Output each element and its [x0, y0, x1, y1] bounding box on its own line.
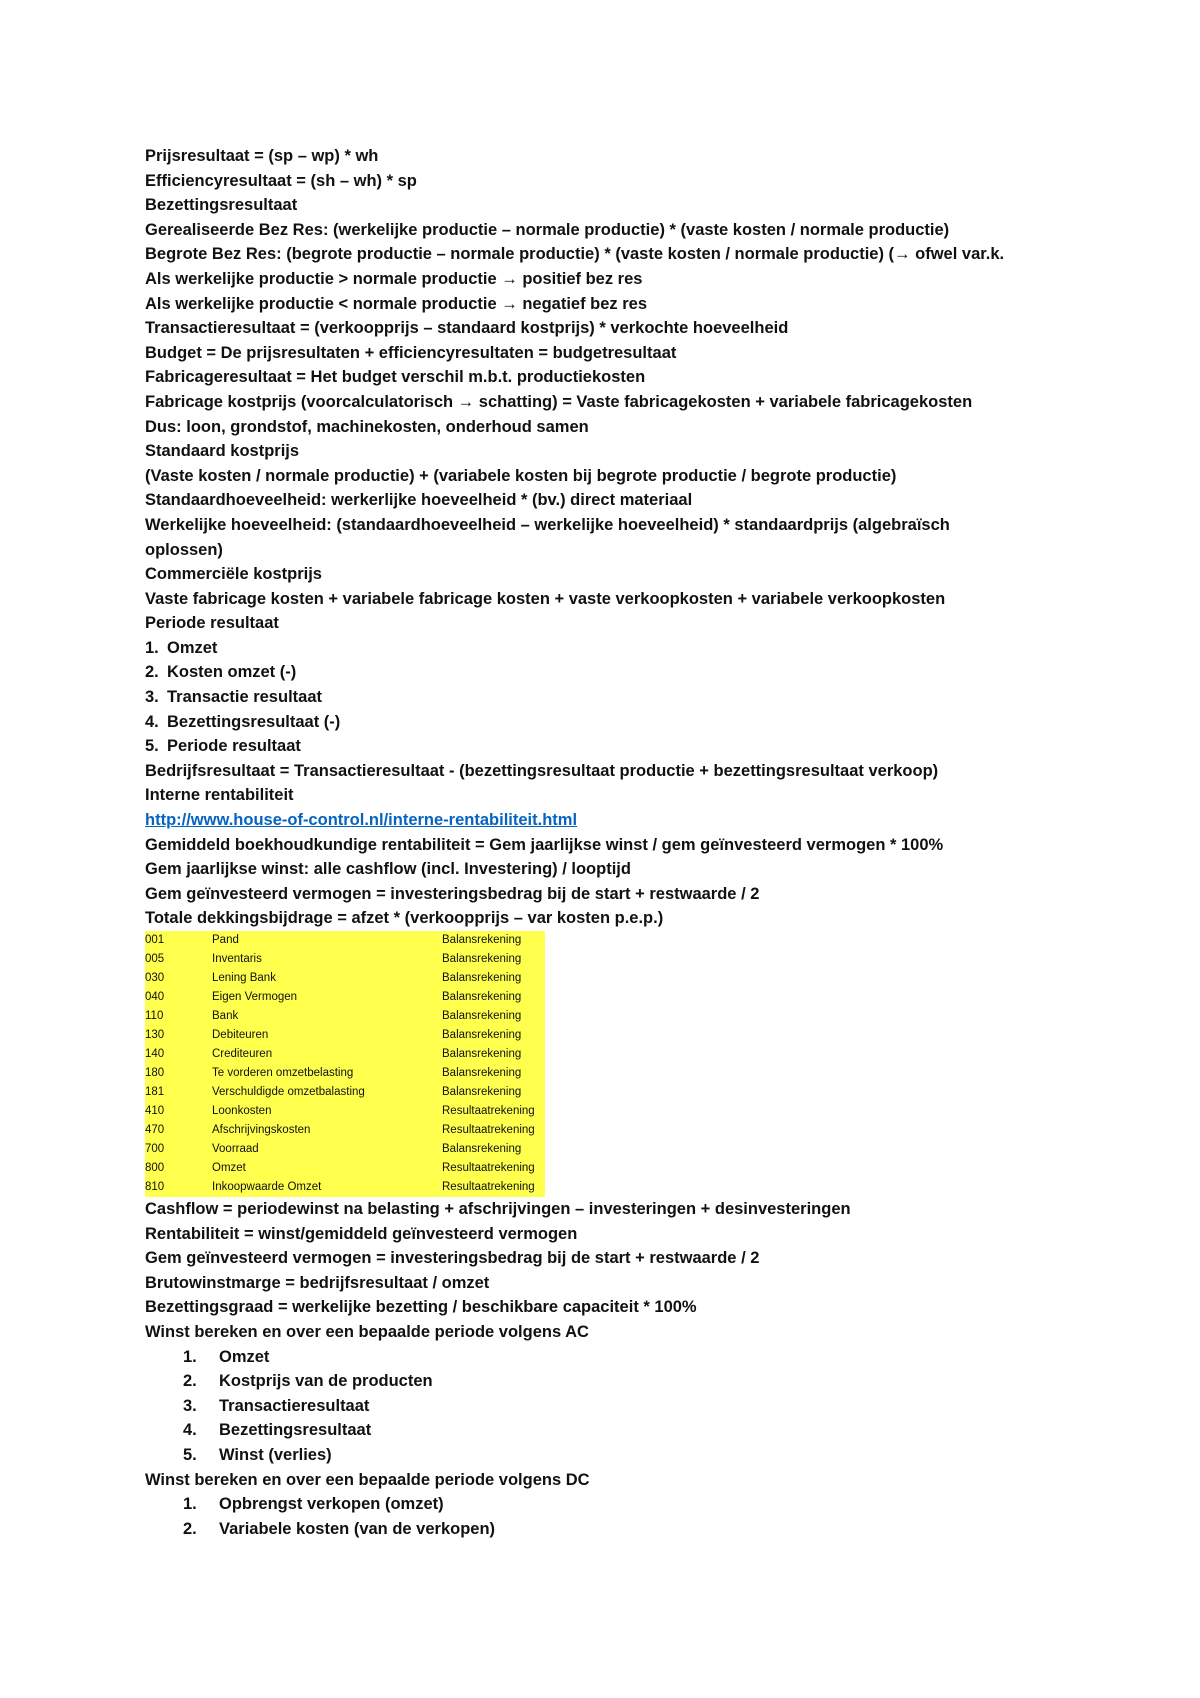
text-line: Dus: loon, grondstof, machinekosten, onderhoud samen — [145, 417, 589, 436]
text-line: Winst bereken en over een bepaalde periode volgens AC — [145, 1322, 589, 1341]
account-name: Lening Bank — [212, 972, 276, 984]
account-name: Crediteuren — [212, 1048, 273, 1060]
account-code: 140 — [145, 1048, 165, 1060]
account-code: 181 — [145, 1086, 165, 1098]
list-item — [145, 710, 1065, 735]
list-text: Bezettingsresultaat (-) — [167, 712, 341, 731]
list-item — [183, 1369, 1065, 1394]
account-code: 470 — [145, 1124, 165, 1136]
account-name: Bank — [212, 1010, 239, 1022]
interne-rentabiliteit-link[interactable]: http://www.house-of-control.nl/interne-rentabiliteit.html — [145, 811, 578, 830]
account-code: 130 — [145, 1029, 165, 1041]
list-text: Transactie resultaat — [167, 688, 322, 707]
text-line: Gem geïnvesteerd vermogen = investeringsbedrag bij de start + restwaarde / 2 — [145, 1249, 760, 1268]
list-number: 2. — [145, 663, 159, 682]
text-line: Efficiencyresultaat = (sh – wh) * sp — [145, 171, 417, 190]
text-line: Gem geïnvesteerd vermogen = investeringsbedrag bij de start + restwaarde / 2 — [145, 884, 760, 903]
table-row — [145, 1026, 545, 1045]
text-line: Begrote Bez Res: (begrote productie – normale productie) * (vaste kosten / normale productie) (→ ofwel var.k. — [145, 245, 1005, 264]
account-code: 040 — [145, 991, 165, 1003]
list-text: Periode resultaat — [167, 737, 301, 756]
list-number: 5. — [183, 1445, 197, 1464]
text-line: Werkelijke hoeveelheid: (standaardhoeveelheid – werkelijke hoeveelheid) * standaardprijs (algebraïsch — [145, 515, 950, 534]
periode-resultaat-list — [145, 636, 1065, 759]
account-name: Omzet — [212, 1162, 246, 1174]
account-type: Balansrekening — [442, 953, 522, 965]
table-row — [145, 969, 545, 988]
list-text: Bezettingsresultaat — [219, 1421, 372, 1440]
list-number: 4. — [183, 1421, 197, 1440]
text-line: Bezettingsresultaat — [145, 196, 298, 215]
list-text: Omzet — [219, 1347, 270, 1366]
text-line: Vaste fabricage kosten + variabele fabricage kosten + vaste verkoopkosten + variabele verkoopkosten — [145, 589, 946, 608]
list-item — [183, 1492, 1065, 1517]
list-number: 4. — [145, 712, 159, 731]
account-name: Te vorderen omzetbelasting — [212, 1067, 354, 1079]
text-line: Commerciële kostprijs — [145, 565, 322, 584]
list-number: 5. — [145, 737, 159, 756]
account-code: 001 — [145, 934, 165, 946]
text-line: (Vaste kosten / normale productie) + (variabele kosten bij begrote productie / begrote productie) — [145, 466, 897, 485]
table-row — [145, 1159, 545, 1178]
list-number: 1. — [183, 1495, 197, 1514]
account-name: Loonkosten — [212, 1105, 272, 1117]
text-line: Bedrijfsresultaat = Transactieresultaat - (bezettingsresultaat productie + bezettingsresultaat verkoop) — [145, 761, 939, 780]
account-name: Debiteuren — [212, 1029, 269, 1041]
list-item — [183, 1443, 1065, 1468]
list-item — [145, 660, 1065, 685]
list-item — [145, 685, 1065, 710]
table-row — [145, 1064, 545, 1083]
table-row — [145, 950, 545, 969]
account-name: Inkoopwaarde Omzet — [212, 1181, 322, 1193]
list-number: 1. — [145, 638, 159, 657]
formula-block-mid2 — [145, 833, 1065, 931]
table-row — [145, 1178, 545, 1197]
text-line: Fabricage kostprijs (voorcalculatorisch → schatting) = Vaste fabricagekosten + variabele fabricagekosten — [145, 392, 973, 411]
text-line: Brutowinstmarge = bedrijfsresultaat / omzet — [145, 1273, 490, 1292]
text-line: Als werkelijke productie < normale productie → negatief bez res — [145, 294, 648, 313]
account-name: Verschuldigde omzetbalasting — [212, 1086, 365, 1098]
account-type: Balansrekening — [442, 1048, 522, 1060]
account-type: Resultaatrekening — [442, 1105, 535, 1117]
account-code: 410 — [145, 1105, 165, 1117]
account-type: Balansrekening — [442, 972, 522, 984]
account-name: Inventaris — [212, 953, 262, 965]
list-item — [183, 1345, 1065, 1370]
account-type: Resultaatrekening — [442, 1181, 535, 1193]
list-text: Omzet — [167, 638, 218, 657]
list-text: Variabele kosten (van de verkopen) — [219, 1519, 496, 1538]
text-line: Transactieresultaat = (verkoopprijs – standaard kostprijs) * verkochte hoeveelheid — [145, 319, 789, 338]
text-line: Als werkelijke productie > normale productie → positief bez res — [145, 269, 643, 288]
account-name: Voorraad — [212, 1143, 259, 1155]
ac-winst-list — [145, 1345, 1065, 1468]
account-code: 810 — [145, 1181, 165, 1193]
list-text: Opbrengst verkopen (omzet) — [219, 1495, 444, 1514]
list-text: Kostprijs van de producten — [219, 1372, 433, 1391]
dc-winst-list — [145, 1492, 1065, 1541]
list-number: 2. — [183, 1519, 197, 1538]
formula-block-bottom — [145, 1197, 1065, 1345]
list-item — [145, 734, 1065, 759]
table-row — [145, 931, 545, 950]
account-type: Resultaatrekening — [442, 1162, 535, 1174]
account-code: 005 — [145, 953, 165, 965]
account-code: 180 — [145, 1067, 165, 1079]
table-row — [145, 988, 545, 1007]
text-line: Totale dekkingsbijdrage = afzet * (verkoopprijs – var kosten p.e.p.) — [145, 909, 664, 928]
table-row — [145, 1045, 545, 1064]
list-number: 1. — [183, 1347, 197, 1366]
text-line: Periode resultaat — [145, 614, 279, 633]
text-line: Rentabiliteit = winst/gemiddeld geïnvesteerd vermogen — [145, 1224, 578, 1243]
list-text: Transactieresultaat — [219, 1396, 370, 1415]
text-line: Bezettingsgraad = werkelijke bezetting / beschikbare capaciteit * 100% — [145, 1298, 697, 1317]
table-row — [145, 1102, 545, 1121]
account-type: Balansrekening — [442, 1029, 522, 1041]
list-item — [183, 1418, 1065, 1443]
account-type: Balansrekening — [442, 991, 522, 1003]
text-line: Budget = De prijsresultaten + efficiencyresultaten = budgetresultaat — [145, 343, 677, 362]
list-number: 3. — [145, 688, 159, 707]
text-line: Fabricageresultaat = Het budget verschil m.b.t. productiekosten — [145, 368, 646, 387]
list-number: 3. — [183, 1396, 197, 1415]
account-name: Pand — [212, 934, 239, 946]
account-name: Eigen Vermogen — [212, 991, 298, 1003]
account-type: Balansrekening — [442, 1143, 522, 1155]
account-code: 030 — [145, 972, 165, 984]
dc-heading: Winst bereken en over een bepaalde periode volgens DC — [145, 1470, 590, 1489]
account-name: Afschrijvingskosten — [212, 1124, 311, 1136]
account-type: Resultaatrekening — [442, 1124, 535, 1136]
list-item — [145, 636, 1065, 661]
text-line: Standaardhoeveelheid: werkerlijke hoeveelheid * (bv.) direct materiaal — [145, 491, 693, 510]
account-type: Balansrekening — [442, 934, 522, 946]
list-item — [183, 1394, 1065, 1419]
accounts-table — [145, 931, 545, 1197]
document-page — [145, 144, 1065, 1541]
account-code: 800 — [145, 1162, 165, 1174]
text-line: Interne rentabiliteit — [145, 786, 294, 805]
account-type: Balansrekening — [442, 1067, 522, 1079]
account-type: Balansrekening — [442, 1010, 522, 1022]
text-line: oplossen) — [145, 540, 223, 559]
account-code: 110 — [145, 1010, 164, 1022]
text-line: Standaard kostprijs — [145, 442, 300, 461]
text-line: Prijsresultaat = (sp – wp) * wh — [145, 147, 379, 165]
list-text: Kosten omzet (-) — [167, 663, 297, 682]
text-line: Gemiddeld boekhoudkundige rentabiliteit = Gem jaarlijkse winst / gem geïnvesteerd vermogen * 100% — [145, 835, 944, 854]
text-line: Gem jaarlijkse winst: alle cashflow (incl. Investering) / looptijd — [145, 860, 631, 879]
list-number: 2. — [183, 1372, 197, 1391]
formula-block-mid — [145, 759, 1065, 808]
table-row — [145, 1121, 545, 1140]
text-line: Gerealiseerde Bez Res: (werkelijke productie – normale productie) * (vaste kosten / normale productie) — [145, 220, 950, 239]
table-row — [145, 1007, 545, 1026]
account-code: 700 — [145, 1143, 165, 1155]
account-type: Balansrekening — [442, 1086, 522, 1098]
table-row — [145, 1140, 545, 1159]
formula-block-top — [145, 144, 1065, 636]
table-row — [145, 1083, 545, 1102]
list-text: Winst (verlies) — [219, 1445, 332, 1464]
list-item — [183, 1517, 1065, 1542]
text-line: Cashflow = periodewinst na belasting + afschrijvingen – investeringen + desinvesteringen — [145, 1200, 851, 1218]
